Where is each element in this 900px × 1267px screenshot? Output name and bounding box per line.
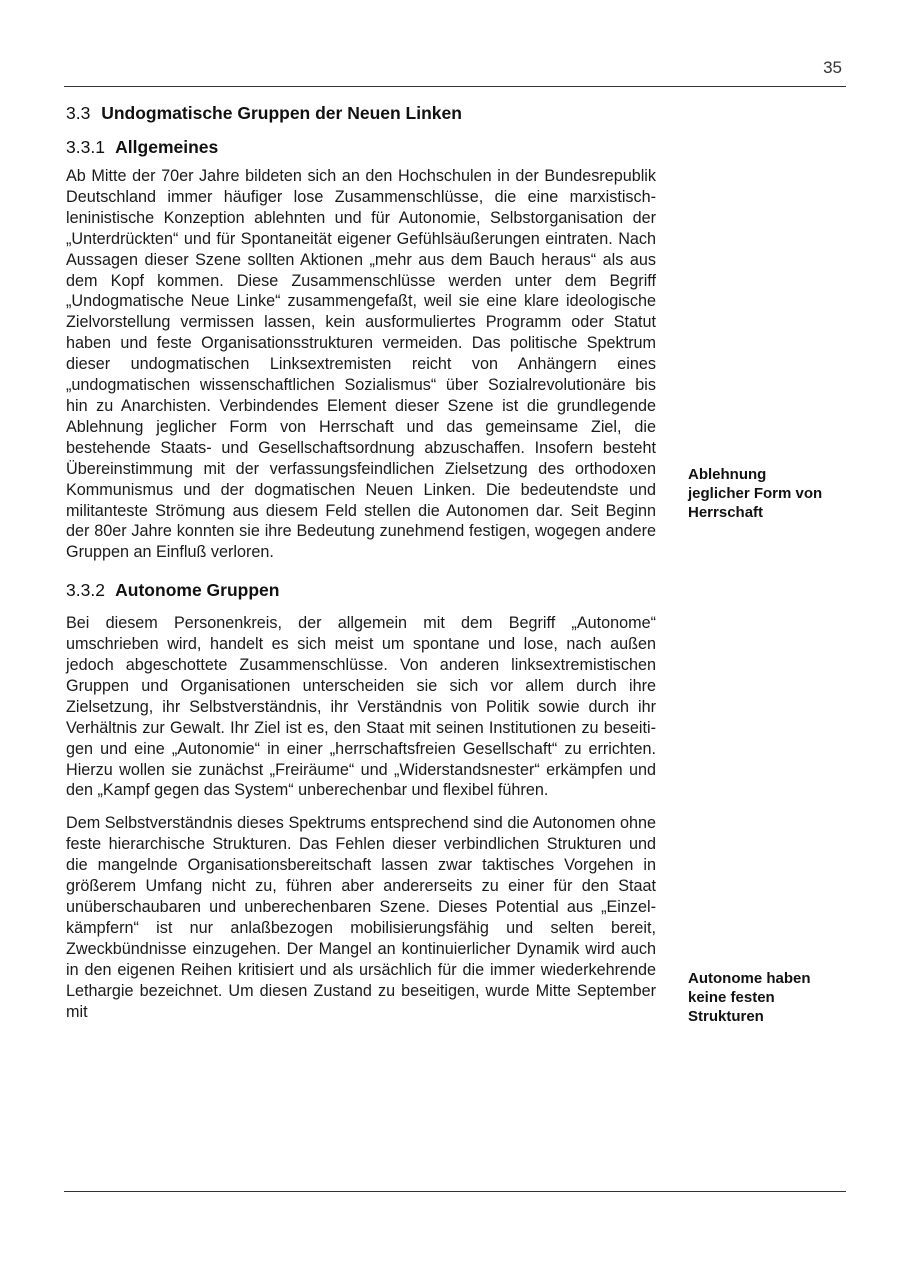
subsection-title: Allgemeines (115, 137, 219, 157)
paragraph-allgemeines: Ab Mitte der 70er Jahre bildeten sich an den Hochschulen in der Bundesrepublik Deutschland immer häufiger lose Zusammenschlüsse, die eine marxistisch-leninistische Konzeption ablehnten und für Autonomie, Selbstorganisation der „Unterdrückten“ und für Spontaneität eigener Gefühlsäußerungen eintraten. Nach Aussagen dieser Szene sollten Aktionen „mehr aus dem Bauch heraus“ als aus dem Kopf kommen. Diese Zusammenschlüsse werden unter dem Begriff „Undogmatische Neue Linke“ zusammengefaßt, weil sie eine klare ideologische Zielvorstellung vermissen lassen, kein ausformuliertes Programm oder Statut haben und feste Organisationsstrukturen vermeiden. Das politische Spektrum dieser undogmatischen Linksextremisten reicht von Anhängern eines „undogmatischen wissenschaftlichen Sozialismus“ über Sozialrevolutionäre bis hin zu Anarchisten. Verbindendes Element dieser Szene ist die grundlegende Ablehnung jeglicher Form von Herrschaft und das gemeinsame Ziel, die bestehende Staats- und Gesellschaftsordnung abzuschaffen. Insofern besteht Übereinstimmung mit der verfassungsfeindlichen Zielsetzung des orthodoxen Kommunismus und der dogmatischen Neuen Linken. Die bedeutendste und militanteste Strömung aus diesem Feld stellen die Autonomen dar. Seit Beginn der 80er Jahre konnten sie ihre Bedeutung zunehmend festigen, wogegen andere Gruppen an Einfluß verloren. (66, 167, 656, 562)
header-rule (64, 86, 846, 87)
subsection-number: 3.3.2 (66, 580, 105, 601)
margin-note-line: Strukturen (688, 1008, 764, 1025)
margin-note-ablehnung (688, 465, 858, 522)
margin-note-line: keine festen (688, 989, 775, 1006)
margin-note-line: jeglicher Form von (688, 485, 823, 502)
section-number: 3.3 (66, 103, 91, 123)
margin-note-line: Autonome haben (688, 970, 811, 987)
section-title: Undogmatische Gruppen der Neuen Linken (101, 103, 462, 123)
margin-note-strukturen (688, 969, 858, 1026)
section-heading (66, 100, 656, 126)
main-text-column (66, 100, 656, 1022)
paragraph-autonome-1: Bei diesem Personenkreis, der allgemein mit dem Begriff „Autonome“ umschrieben wird, handelt es sich meist um spontane und lose, nach außen jedoch abgeschottete Zusammenschlüsse. Von anderen linksextremistischen Gruppen und Organisationen unterscheiden sie sich vor allem durch ihre Zielsetzung, ihr Selbstverständnis, ihr Verständnis von Politik sowie durch ihr Verhältnis zur Gewalt. Ihr Ziel ist es, den Staat mit seinen Institutionen zu beseitigen und eine „Autonomie“ in einer „herrschaftsfreien Gesellschaft“ zu errichten. Hierzu wollen sie zunächst „Freiräume“ und „Widerstandsnester“ erkämpfen und den „Kampf gegen das System“ unberechenbar und flexibel führen. (66, 614, 656, 800)
margin-note-line: Herrschaft (688, 504, 764, 521)
subsection-heading-allgemeines (66, 134, 656, 160)
subsection-title: Autonome Gruppen (115, 580, 280, 601)
footer-rule (64, 1191, 846, 1192)
paragraph-autonome-2: Dem Selbstverständnis dieses Spektrums entsprechend sind die Autonomen ohne feste hierarchische Strukturen. Das Fehlen dieser verbindlichen Strukturen und die mangelnde Organisationsbereitschaft lassen zwar taktisches Vorgehen in größerem Umfang nicht zu, führen aber andererseits zu einer für den Staat unüberschaubaren und unberechenbaren Szene. Dieses Potential aus „Einzelkämpfern“ ist nur anlaßbezogen mobilisierungsfähig und selten bereit, Zweckbündnisse einzugehen. Der Mangel an kontinuierlicher Dynamik wird auch in den eigenen Reihen kritisiert und als ursächlich für die immer wiederkehrende Lethargie bezeichnet. Um diesen Zustand zu beseitigen, wurde Mitte September mit (66, 814, 656, 1021)
subsection-number: 3.3.1 (66, 137, 105, 157)
page-number: 35 (823, 58, 842, 77)
subsection-heading-autonome-gruppen (66, 577, 656, 603)
margin-note-line: Ablehnung (688, 466, 767, 483)
